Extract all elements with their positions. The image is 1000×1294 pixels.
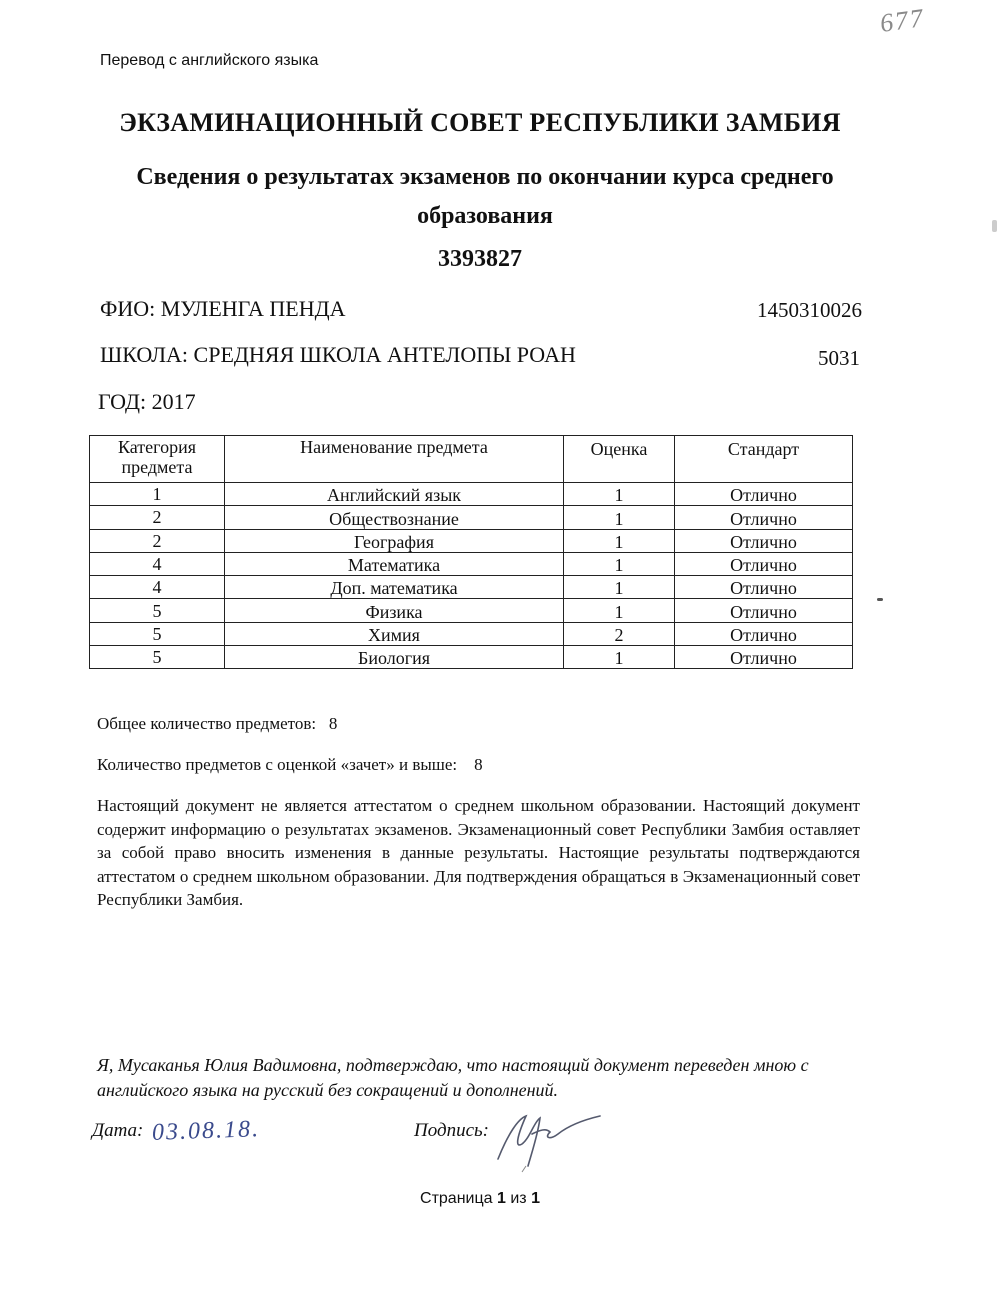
candidate-name: ФИО: МУЛЕНГА ПЕНДА — [100, 296, 346, 321]
translation-note: Перевод с английского языка — [100, 52, 319, 69]
table-row — [90, 599, 853, 622]
grade-cell: 1 — [564, 599, 675, 622]
category-cell: 5 — [90, 599, 225, 622]
grade-cell: 1 — [564, 552, 675, 575]
page-current: 1 — [496, 1190, 506, 1207]
grade-cell: 1 — [564, 506, 675, 529]
column-header-standard: Стандарт — [675, 436, 853, 483]
candidate-number: 1450310026 — [757, 298, 862, 322]
column-header-grade: Оценка — [564, 436, 675, 483]
passed-subjects-label: Количество предметов с оценкой «зачет» и выше: — [97, 755, 458, 774]
grade-cell: 2 — [564, 622, 675, 645]
total-subjects-line — [97, 714, 337, 734]
category-cell: 5 — [90, 622, 225, 645]
standard-cell: Отлично — [675, 483, 853, 506]
category-cell: 5 — [90, 646, 225, 669]
table-row — [90, 622, 853, 645]
subject-cell: Биология — [225, 646, 564, 669]
standard-cell: Отлично — [675, 646, 853, 669]
grade-cell: 1 — [564, 483, 675, 506]
total-subjects-value: 8 — [328, 714, 338, 733]
page-counter — [0, 1190, 960, 1208]
table-header-row — [90, 436, 853, 483]
document-title: Сведения о результатах экзаменов по окончании курса среднего образования — [136, 164, 834, 229]
page-total: 1 — [531, 1190, 540, 1207]
handwritten-date: 03.08.18. — [151, 1116, 261, 1146]
school-name: ШКОЛА: СРЕДНЯЯ ШКОЛА АНТЕЛОПЫ РОАН — [100, 342, 576, 367]
standard-cell: Отлично — [675, 552, 853, 575]
passed-subjects-value: 8 — [474, 755, 483, 774]
category-cell: 2 — [90, 529, 225, 552]
subject-cell: Доп. математика — [225, 576, 564, 599]
scan-edge-mark — [992, 220, 997, 232]
grade-cell: 1 — [564, 576, 675, 599]
exam-year: ГОД: 2017 — [98, 389, 196, 414]
translator-certification: Я, Мусаканья Юлия Вадимовна, подтверждаю, что настоящий документ переведен мною с английского языка на русский без сокращений и дополнений. — [97, 1055, 809, 1100]
subject-cell: Обществознание — [225, 506, 564, 529]
subject-cell: Физика — [225, 599, 564, 622]
table-row — [90, 552, 853, 575]
table-row — [90, 576, 853, 599]
table-row — [90, 646, 853, 669]
standard-cell: Отлично — [675, 529, 853, 552]
subject-cell: Английский язык — [225, 483, 564, 506]
page-prefix: Страница — [420, 1190, 493, 1207]
standard-cell: Отлично — [675, 506, 853, 529]
standard-cell: Отлично — [675, 622, 853, 645]
school-code: 5031 — [818, 346, 860, 370]
document-number: 3393827 — [438, 246, 522, 272]
scan-speck — [877, 598, 883, 601]
category-cell: 2 — [90, 506, 225, 529]
subject-cell: Химия — [225, 622, 564, 645]
column-header-subject: Наименование предмета — [225, 436, 564, 483]
subject-cell: Математика — [225, 552, 564, 575]
grade-cell: 1 — [564, 646, 675, 669]
category-cell: 4 — [90, 552, 225, 575]
total-subjects-label: Общее количество предметов: — [97, 714, 317, 733]
standard-cell: Отлично — [675, 576, 853, 599]
standard-cell: Отлично — [675, 599, 853, 622]
handwritten-corner-note: 677 — [878, 3, 927, 38]
column-header-category: Категория предмета — [90, 436, 225, 483]
table-row — [90, 506, 853, 529]
page-separator: из — [510, 1190, 527, 1207]
subject-cell: География — [225, 529, 564, 552]
signature-icon — [488, 1104, 608, 1174]
date-label: Дата: — [92, 1120, 144, 1141]
organization-title: ЭКЗАМИНАЦИОННЫЙ СОВЕТ РЕСПУБЛИКИ ЗАМБИЯ — [119, 108, 841, 137]
grade-cell: 1 — [564, 529, 675, 552]
category-cell: 4 — [90, 576, 225, 599]
table-row — [90, 529, 853, 552]
results-table — [89, 435, 853, 669]
signature-label: Подпись: — [414, 1120, 489, 1141]
disclaimer-paragraph: Настоящий документ не является аттестатом о среднем школьном образовании. Настоящий документ содержит информацию о результатах экзаменов. Экзаменационный совет Республики Замбия оставляет за собой право вносить изменения в данные результаты. Настоящие результаты подтверждаются аттестатом о среднем школьном образовании. Для подтверждения обращаться в Экзаменационный совет Республики Замбия. — [97, 796, 860, 909]
category-cell: 1 — [90, 483, 225, 506]
passed-subjects-line — [97, 755, 483, 775]
table-row — [90, 483, 853, 506]
